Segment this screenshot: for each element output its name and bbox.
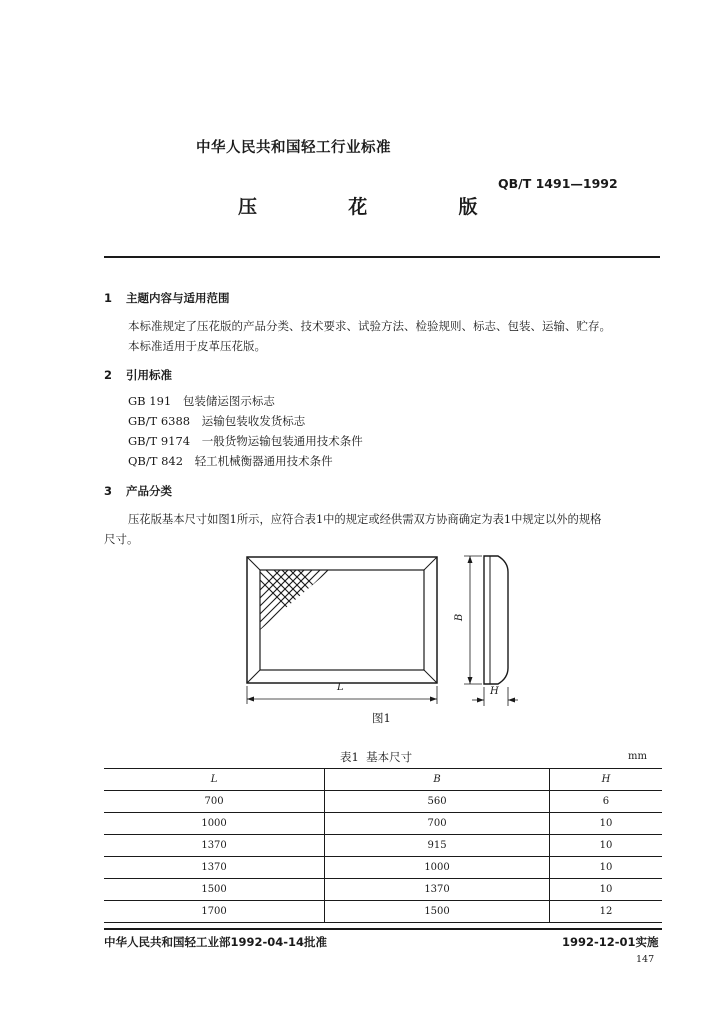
page-number: 147	[636, 954, 655, 965]
table-cell: 700	[104, 791, 325, 813]
plate-side-view	[484, 556, 508, 684]
reference-item	[128, 393, 275, 409]
column-header-H: H	[549, 769, 662, 791]
table-row	[104, 813, 662, 835]
table-cell: 10	[549, 857, 662, 879]
table-cell: 1370	[104, 857, 325, 879]
issuing-organization: 中华人民共和国轻工行业标准	[196, 140, 391, 156]
table-row	[104, 791, 662, 813]
paragraph: 本标准适用于皮革压花版。	[128, 339, 266, 353]
figure-caption: 图1	[372, 711, 391, 725]
table-cell: 1700	[104, 901, 325, 923]
table-unit: mm	[628, 751, 647, 762]
section-1-heading	[104, 290, 230, 306]
table-cell: 1500	[104, 879, 325, 901]
paragraph: 本标准规定了压花版的产品分类、技术要求、试验方法、检验规则、标志、包装、运输、贮存。	[128, 319, 611, 333]
reference-code: QB/T 842	[128, 454, 184, 468]
reference-name: 一般货物运输包装通用技术条件	[201, 434, 363, 448]
section-number: 1	[104, 291, 113, 305]
footer-divider	[104, 928, 662, 930]
document-title: 压 花 版	[238, 196, 504, 218]
table-row	[104, 857, 662, 879]
section-title: 主题内容与适用范围	[126, 291, 230, 305]
section-3-heading	[104, 483, 172, 499]
table-row	[104, 835, 662, 857]
section-number: 2	[104, 368, 113, 382]
table-cell: 10	[549, 879, 662, 901]
table-row	[104, 879, 662, 901]
section-number: 3	[104, 484, 113, 498]
reference-name: 轻工机械衡器通用技术条件	[194, 454, 333, 468]
reference-item	[128, 453, 333, 469]
dimension-label-L: L	[337, 682, 344, 693]
table-cell: 10	[549, 835, 662, 857]
table-cell: 6	[549, 791, 662, 813]
table-cell: 700	[325, 813, 550, 835]
standard-code: QB/T 1491—1992	[498, 176, 618, 191]
reference-item	[128, 433, 363, 449]
column-header-B: B	[325, 769, 550, 791]
reference-code: GB/T 6388	[128, 414, 191, 428]
plate-outer-edge	[247, 557, 437, 683]
dimension-label-B: B	[454, 613, 466, 622]
dimension-table	[104, 768, 662, 923]
table-cell: 10	[549, 813, 662, 835]
paragraph-continuation: 尺寸。	[104, 532, 139, 546]
table-caption: 表1 基本尺寸	[340, 750, 413, 764]
table-row	[104, 901, 662, 923]
paragraph: 压花版基本尺寸如图1所示，应符合表1中的规定或经供需双方协商确定为表1中规定以外的规格	[128, 513, 602, 526]
figure-embossing-plate-diagram	[240, 550, 520, 710]
section-title: 引用标准	[126, 368, 173, 382]
dimension-label-H: H	[490, 686, 499, 697]
approval-statement: 中华人民共和国轻工业部1992-04-14批准	[104, 935, 328, 949]
plate-inner-edge	[260, 570, 424, 670]
title-divider	[104, 256, 660, 258]
table-cell: 915	[325, 835, 550, 857]
reference-code: GB/T 9174	[128, 434, 191, 448]
reference-code: GB 191	[128, 394, 172, 408]
table-cell: 1000	[325, 857, 550, 879]
table-cell: 1500	[325, 901, 550, 923]
effective-date: 1992-12-01实施	[562, 935, 659, 949]
column-header-L: L	[104, 769, 325, 791]
table-cell: 12	[549, 901, 662, 923]
table-header-row	[104, 769, 662, 791]
table-cell: 1370	[325, 879, 550, 901]
section-2-heading	[104, 367, 172, 383]
table-cell: 1000	[104, 813, 325, 835]
table-cell: 1370	[104, 835, 325, 857]
reference-name: 运输包装收发货标志	[201, 414, 306, 428]
section-title: 产品分类	[126, 484, 173, 498]
table-cell: 560	[325, 791, 550, 813]
emboss-pattern-hatching	[250, 550, 348, 638]
reference-item	[128, 413, 305, 429]
reference-name: 包装储运图示标志	[182, 394, 275, 408]
